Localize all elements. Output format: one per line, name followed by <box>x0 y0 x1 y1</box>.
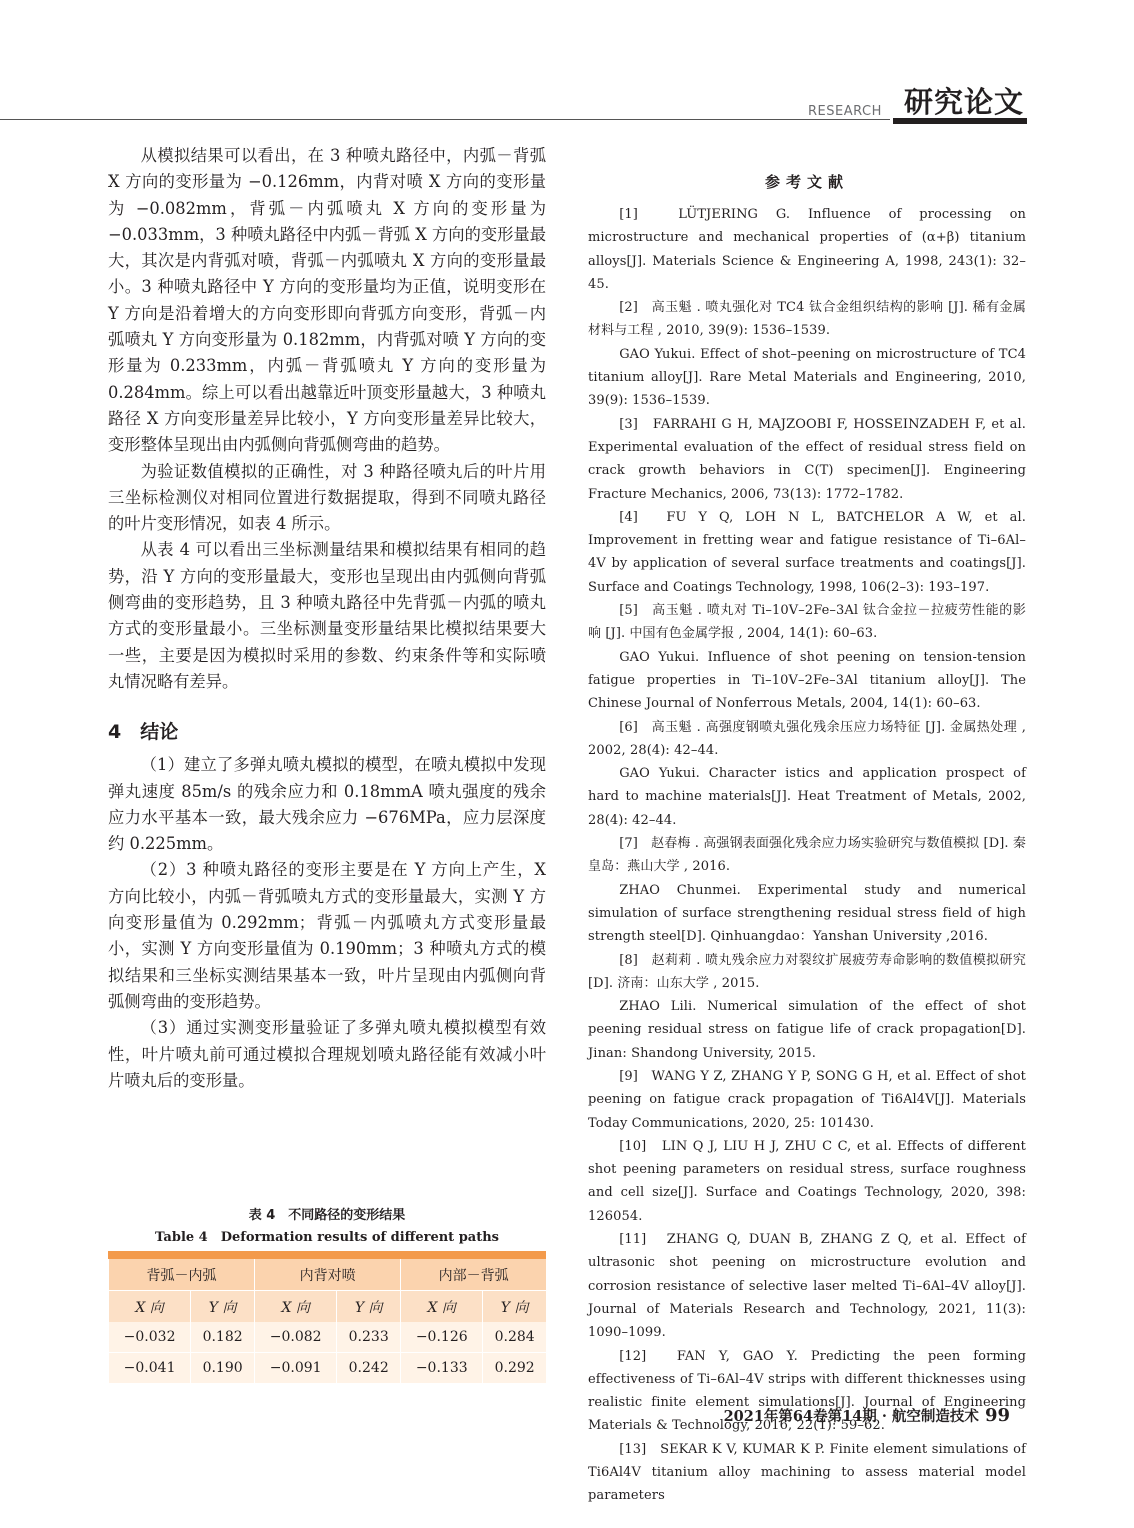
table-caption-chinese: 表 4 不同路径的变形结果 <box>248 1208 406 1223</box>
left-column <box>108 143 546 1094</box>
reference-item: [4] FU Y Q, LOH N L, BATCHELOR A W, et al. Improvement in fretting wear and fatigue resistance of Ti–6Al–4V by application of several surface treatments and coatings[J]. Surface and Coatings Technology, 1998, 106(2–3): 193–197. <box>588 509 1026 595</box>
table-subheader: X 向 <box>109 1291 191 1323</box>
header-rule <box>0 119 890 120</box>
table-subheader-row <box>109 1291 547 1323</box>
reference-item: [6] 高玉魁 . 高强度钢喷丸强化残余压应力场特征 [J]. 金属热处理 , 2002, 28(4): 42–44. <box>588 719 1026 758</box>
table-cell: 0.292 <box>483 1353 546 1384</box>
table-cell: −0.091 <box>255 1353 337 1384</box>
reference-item: [1] LÜTJERING G. Influence of processing on microstructure and mechanical properties of (α+β) titanium alloys[J]. Materials Science & Engineering A, 1998, 243(1): 32–45. <box>588 207 1026 292</box>
reference-item: [7] 赵春梅 . 高强钢表面强化残余应力场实验研究与数值模拟 [D]. 秦皇岛：燕山大学 , 2016. <box>588 836 1026 875</box>
reference-item: ZHAO Chunmei. Experimental study and numerical simulation of surface strengthening residual stress field of high strength steel[D]. Qinhuangdao：Yanshan University ,2016. <box>588 882 1026 945</box>
reference-item: ZHAO Lili. Numerical simulation of the effect of shot peening residual stress on fatigue life of crack propagation[D]. Jinan: Shandong University, 2015. <box>588 999 1026 1061</box>
reference-item: [5] 高玉魁 . 喷丸对 Ti–10V–2Fe–3Al 钛合金拉－拉疲劳性能的影响 [J]. 中国有色金属学报 , 2004, 14(1): 60–63. <box>588 603 1026 642</box>
table-group-header: 内部－背弧 <box>401 1255 546 1291</box>
table-group-header: 内背对喷 <box>255 1255 401 1291</box>
table-cell: 0.190 <box>191 1353 255 1384</box>
table-subheader: Y 向 <box>483 1291 546 1323</box>
page-number: 99 <box>984 1405 1010 1426</box>
table-cell: 0.182 <box>191 1322 255 1353</box>
conclusion-paragraph: （3）通过实测变形量验证了多弹丸喷丸模拟模型有效性，叶片喷丸前可通过模拟合理规划喷丸路径能有效减小叶片喷丸后的变形量。 <box>108 1018 546 1090</box>
table-cell: 0.284 <box>483 1322 546 1353</box>
reference-item: [9] WANG Y Z, ZHANG Y P, SONG G H, et al. Effect of shot peening on fatigue crack propagation of Ti6Al4V[J]. Materials Today Communications, 2020, 25: 101430. <box>588 1068 1026 1131</box>
header-section-chinese: 研究论文 <box>904 85 1025 119</box>
reference-item: [8] 赵莉莉 . 喷丸残余应力对裂纹扩展疲劳寿命影响的数值模拟研究 [D]. 济南：山东大学 , 2015. <box>588 952 1026 991</box>
table-group-header-row <box>109 1255 547 1291</box>
header-section-english: RESEARCH <box>808 104 882 119</box>
table-caption-english: Table 4 Deformation results of different paths <box>155 1230 499 1245</box>
table-cell: −0.082 <box>255 1322 337 1353</box>
journal-issue: 2021年第64卷第14期 · 航空制造技术 <box>723 1408 979 1425</box>
deformation-table <box>108 1251 546 1383</box>
body-paragraph: 从表 4 可以看出三坐标测量结果和模拟结果有相同的趋势，沿 Y 方向的变形量最大，变形也呈现出由内弧侧向背弧侧弯曲的变形趋势，且 3 种喷丸路径中先背弧－内弧的喷丸方式的变形量最小。三坐标测量变形量结果比模拟结果要大一些，主要是因为模拟时采用的参数、约束条件等和实际喷丸情况略有差异。 <box>108 540 546 691</box>
table-cell: 0.242 <box>337 1353 401 1384</box>
table-group-header: 背弧－内弧 <box>109 1255 255 1291</box>
body-paragraph: 从模拟结果可以看出，在 3 种喷丸路径中，内弧－背弧 X 方向的变形量为 −0.126mm，内背对喷 X 方向的变形量为 −0.082mm，背弧－内弧喷丸 X 方向的变形量为 −0.033mm，3 种喷丸路径中内弧－背弧 X 方向的变形量最大，其次是内背弧对喷，背弧－内弧喷丸 X 方向的变形量最小。3 种喷丸路径中 Y 方向的变形量均为正值，说明变形在 Y 方向是沿着增大的方向变形即向背弧方向变形，背弧－内弧喷丸 Y 方向变形量为 0.182mm，内背弧对喷 Y 方向的变形量为 0.233mm，内弧－背弧喷丸 Y 方向的变形量为 0.284mm。综上可以看出越靠近叶顶变形量越大，3 种喷丸路径 X 方向变形量差异比较小，Y 方向变形量差异比较大，变形整体呈现出由内弧侧向背弧侧弯曲的趋势。 <box>108 146 546 455</box>
body-paragraph: 为验证数值模拟的正确性，对 3 种路径喷丸后的叶片用三坐标检测仪对相同位置进行数据提取，得到不同喷丸路径的叶片变形情况，如表 4 所示。 <box>108 461 546 534</box>
reference-item: [12] FAN Y, GAO Y. Predicting the peen forming effectiveness of Ti–6Al–4V strips with different thicknesses using realistic finite element simulations[J]. Journal of Engineering Materials & Technology, 2016, 22(1): 59–62. <box>588 1348 1026 1434</box>
reference-item: [2] 高玉魁 . 喷丸强化对 TC4 钛合金组织结构的影响 [J]. 稀有金属材料与工程 , 2010, 39(9): 1536–1539. <box>588 300 1026 339</box>
table-row <box>109 1322 547 1353</box>
table-row <box>109 1353 547 1384</box>
references-title: 参考文献 <box>764 173 849 191</box>
reference-item: [11] ZHANG Q, DUAN B, ZHANG Z Q, et al. Effect of ultrasonic shot peening on microstructure evolution and corrosion resistance of selective laser melted Ti–6Al–4V alloy[J]. Journal of Materials Research and Technology, 2021, 11(3): 1090–1099. <box>588 1232 1026 1341</box>
conclusion-paragraph: （2）3 种喷丸路径的变形主要是在 Y 方向上产生，X 方向比较小，内弧－背弧喷丸方式的变形量最大，实测 Y 方向变形量值为 0.292mm；背弧－内弧喷丸方式变形量最小，实测 Y 方向变形量值为 0.190mm；3 种喷丸方式的模拟结果和三坐标实测结果基本一致，叶片呈现由内弧侧向背弧侧弯曲的变形趋势。 <box>108 860 546 1011</box>
table-subheader: X 向 <box>255 1291 337 1323</box>
section-title: 4 结论 <box>108 721 179 744</box>
table-subheader: Y 向 <box>337 1291 401 1323</box>
table-cell: 0.233 <box>337 1322 401 1353</box>
conclusion-paragraph: （1）建立了多弹丸喷丸模拟的模型，在喷丸模拟中发现弹丸速度 85m/s 的残余应力和 0.18mmA 喷丸强度的残余应力水平基本一致，最大残余应力 −676MPa，应力层深度约 0.225mm。 <box>108 755 546 854</box>
table-cell: −0.133 <box>401 1353 483 1384</box>
reference-item: GAO Yukui. Effect of shot–peening on microstructure of TC4 titanium alloy[J]. Rare Metal Materials and Engineering, 2010, 39(9): 1536–1539. <box>588 346 1026 409</box>
references-column <box>588 171 1026 1508</box>
table-cell: −0.041 <box>109 1353 191 1384</box>
table-cell: −0.032 <box>109 1322 191 1353</box>
table-subheader: X 向 <box>401 1291 483 1323</box>
table-subheader: Y 向 <box>191 1291 255 1323</box>
reference-item: [10] LIN Q J, LIU H J, ZHU C C, et al. Effects of different shot peening parameters on residual stress, surface roughness and cell size[J]. Surface and Coatings Technology, 2020, 398: 126054. <box>588 1138 1026 1224</box>
table-cell: −0.126 <box>401 1322 483 1353</box>
reference-item: GAO Yukui. Influence of shot peening on tension-tension fatigue properties in Ti–10V–2Fe–3Al titanium alloy[J]. The Chinese Journal of Nonferrous Metals, 2004, 14(1): 60–63. <box>588 649 1026 712</box>
page-footer <box>700 1405 1010 1426</box>
reference-item: [13] SEKAR K V, KUMAR K P. Finite element simulations of Ti6Al4V titanium alloy machining to assess material model parameters <box>588 1441 1026 1504</box>
reference-item: GAO Yukui. Character istics and application prospect of hard to machine materials[J]. Heat Treatment of Metals, 2002, 28(4): 42–44. <box>588 766 1026 828</box>
reference-item: [3] FARRAHI G H, MAJZOOBI F, HOSSEINZADEH F, et al. Experimental evaluation of the effect of residual stress field on crack growth behaviors in C(T) specimen[J]. Engineering Fracture Mechanics, 2006, 73(13): 1772–1782. <box>588 416 1026 502</box>
